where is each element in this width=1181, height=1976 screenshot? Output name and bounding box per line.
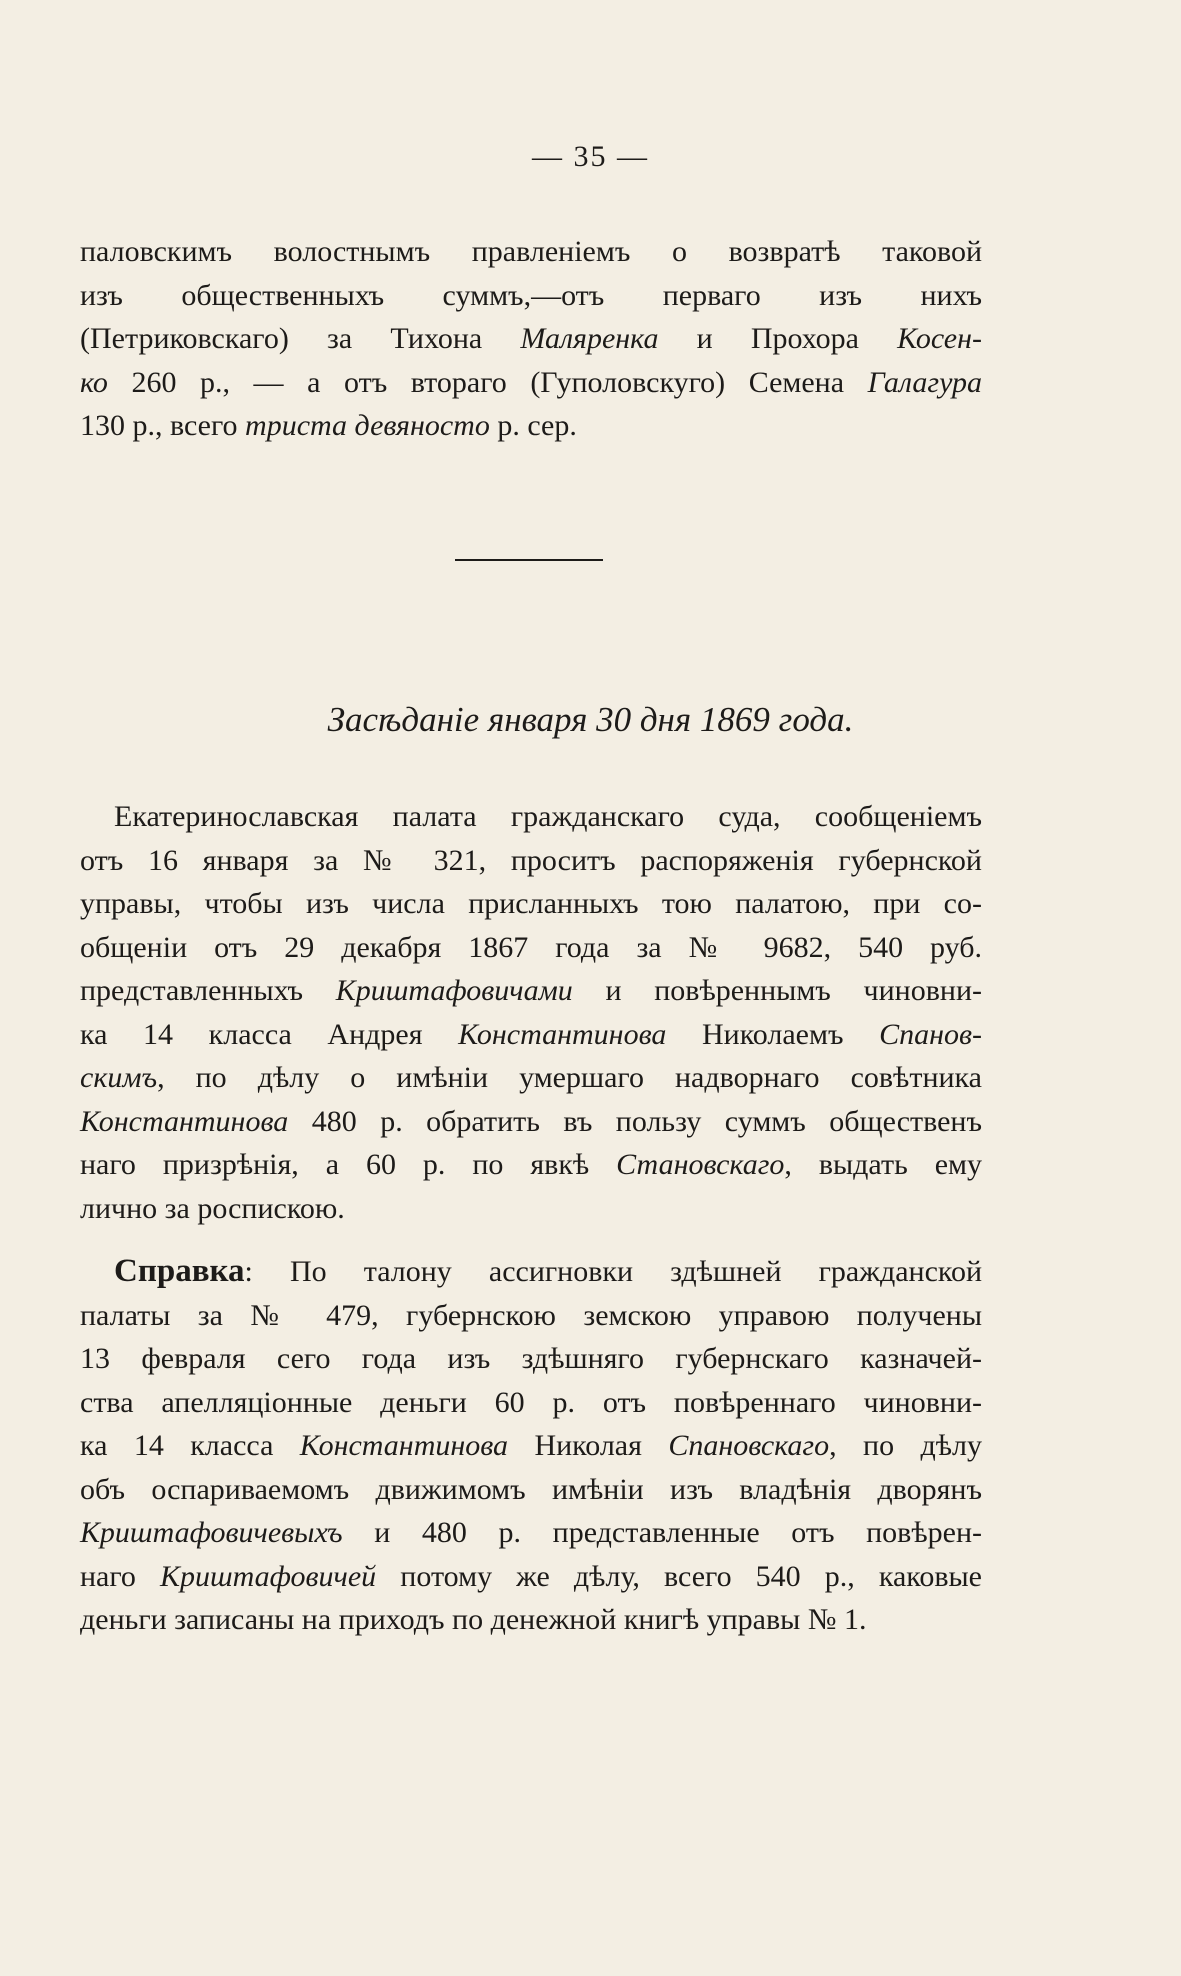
text-line — [80, 361, 982, 405]
text-line — [80, 795, 982, 839]
italic-name: Галагура — [867, 365, 982, 399]
bold-term: Справка — [114, 1253, 245, 1289]
text-line — [80, 230, 982, 274]
text-run: ка 14 класса — [80, 1429, 300, 1462]
page-number: — 35 — — [532, 140, 649, 173]
text-run: палаты за № 479, губернскою земскою управою получены — [80, 1298, 982, 1332]
text-run: (Петриковскаго) за Тихона — [80, 322, 521, 355]
text-run: ства апелляціонные деньги 60 р. отъ повѣреннаго чиновни- — [80, 1385, 982, 1419]
italic-name: триста девяносто — [245, 409, 490, 442]
text-run: и Прохора — [658, 322, 898, 355]
text-line — [80, 1381, 982, 1425]
text-line — [80, 926, 982, 970]
text-run: Николаемъ — [666, 1017, 880, 1051]
text-run: лично за роспискою. — [80, 1191, 345, 1225]
paragraph-3-spravka — [80, 1250, 982, 1642]
text-run: объ оспариваемомъ движимомъ имѣніи изъ владѣнія дворянъ — [80, 1472, 982, 1506]
text-run: Николая — [508, 1429, 669, 1462]
text-line — [80, 1294, 982, 1338]
text-line — [80, 1337, 982, 1381]
text-line — [80, 1511, 982, 1555]
paragraph-1 — [80, 230, 982, 448]
text-line — [80, 1424, 982, 1468]
text-line — [80, 1143, 982, 1187]
text-run: наго призрѣнія, а 60 р. по явкѣ — [80, 1148, 617, 1181]
italic-name: Константинова — [80, 1104, 289, 1138]
text-line — [80, 1056, 982, 1100]
section-divider — [455, 559, 603, 561]
text-line — [80, 1187, 982, 1231]
italic-name: ко — [80, 365, 108, 399]
italic-name: Спановскаго — [668, 1429, 830, 1462]
text-run: изъ общественныхъ суммъ,—отъ перваго изъ нихъ — [80, 278, 982, 312]
italic-name: Криштафовичевыхъ — [80, 1516, 343, 1549]
text-run: управы, чтобы изъ числа присланныхъ тою палатою, при со- — [80, 887, 982, 920]
text-line — [80, 1555, 982, 1599]
text-line — [80, 404, 982, 448]
text-run: и повѣреннымъ чиновни- — [572, 974, 982, 1007]
text-run: 130 р., всего — [80, 409, 246, 442]
text-line — [80, 1468, 982, 1512]
text-run: паловскимъ волостнымъ правленіемъ о возвратѣ таковой — [80, 235, 982, 268]
italic-name: Константинова — [299, 1429, 509, 1462]
text-run: , выдать ему — [784, 1148, 982, 1181]
text-run: 480 р. обратить въ пользу суммъ общественъ — [288, 1104, 982, 1138]
text-run: Екатеринославская палата гражданскаго суда, сообщеніемъ — [114, 800, 982, 833]
italic-name: Косен- — [897, 322, 982, 355]
paragraph-2 — [80, 795, 982, 1230]
text-run: и 480 р. представленные отъ повѣрен- — [342, 1516, 982, 1549]
text-line — [80, 882, 982, 926]
text-run: потому же дѣлу, всего 540 р., каковые — [376, 1559, 982, 1593]
italic-name: Константинова — [458, 1017, 667, 1051]
text-run: общеніи отъ 29 декабря 1867 года за № 9682, 540 руб. — [80, 930, 982, 964]
text-run: представленныхъ — [80, 974, 336, 1007]
text-run: , по дѣлу о имѣніи умершаго надворнаго совѣтника — [157, 1061, 982, 1094]
session-heading: Засѣданіе января 30 дня 1869 года. — [327, 700, 854, 739]
text-run: наго — [80, 1559, 161, 1593]
italic-name: Становскаго — [616, 1148, 785, 1181]
text-run: : По талону ассигновки здѣшней гражданской — [244, 1255, 982, 1288]
text-line — [80, 1013, 982, 1057]
text-line — [80, 1100, 982, 1144]
italic-name: Криштафовичами — [335, 974, 573, 1007]
text-run: р. сер. — [489, 409, 577, 442]
italic-name: скимъ — [80, 1061, 158, 1094]
text-line — [80, 1598, 982, 1642]
text-run: 13 февраля сего года изъ здѣшняго губернскаго казначей- — [80, 1342, 982, 1375]
text-line — [80, 1250, 982, 1294]
text-line — [80, 274, 982, 318]
italic-name: Маляренка — [520, 322, 659, 355]
text-run: ка 14 класса Андрея — [80, 1017, 459, 1051]
text-run: отъ 16 января за № 321, проситъ распоряженія губернской — [80, 843, 982, 877]
text-line — [80, 969, 982, 1013]
text-run: деньги записаны на приходъ по денежной книгѣ управы № 1. — [80, 1603, 867, 1636]
italic-name: Спанов- — [879, 1017, 982, 1051]
text-run: , по дѣлу — [829, 1429, 982, 1462]
text-run: 260 р., — а отъ втораго (Гуполовскуго) Семена — [107, 365, 868, 399]
text-line — [80, 839, 982, 883]
italic-name: Криштафовичей — [160, 1559, 377, 1593]
text-line — [80, 317, 982, 361]
